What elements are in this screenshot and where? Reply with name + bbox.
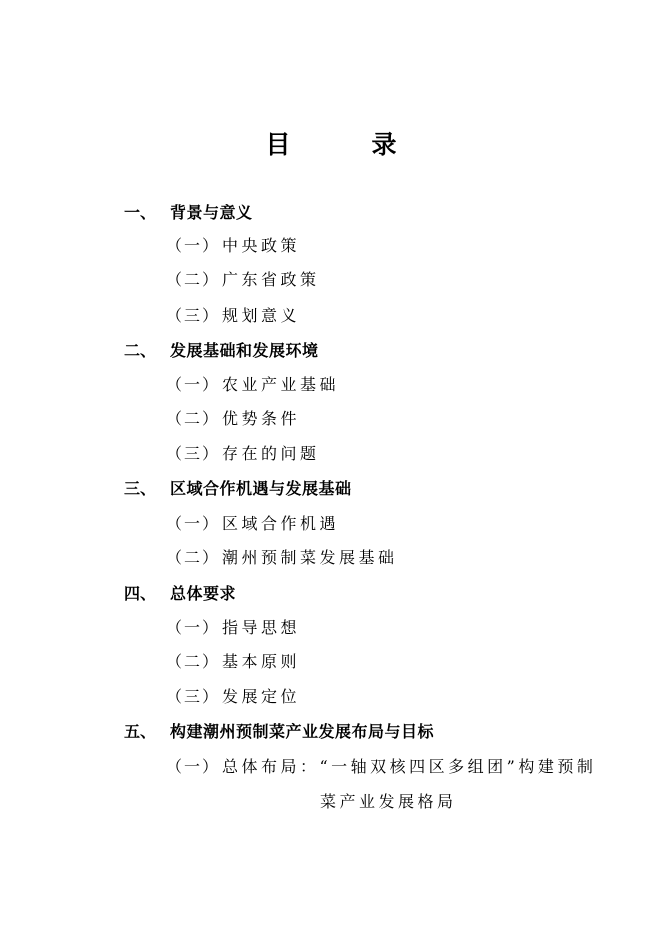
toc-subsection-continuation: 菜产业发展格局 xyxy=(320,792,457,811)
toc-section-4[interactable] xyxy=(124,584,544,604)
toc-section-title: 构建潮州预制菜产业发展布局与目标 xyxy=(170,722,435,741)
toc-section-5[interactable] xyxy=(124,722,564,742)
toc-subsection-2-3[interactable] xyxy=(166,444,586,464)
toc-subsection-4-2[interactable] xyxy=(166,652,586,672)
toc-section-1[interactable] xyxy=(124,203,544,223)
toc-subsection-5-1[interactable] xyxy=(166,757,596,777)
toc-subsection-number: （一） xyxy=(166,757,221,776)
toc-section-title: 区域合作机遇与发展基础 xyxy=(170,479,352,498)
toc-section-number: 五、 xyxy=(124,722,157,741)
toc-subsection-number: （三） xyxy=(166,306,221,325)
toc-subsection-number: （一） xyxy=(166,236,221,255)
toc-subsection-2-2[interactable] xyxy=(166,409,586,429)
toc-subsection-number: （一） xyxy=(166,375,221,394)
toc-subsection-number: （一） xyxy=(166,514,221,533)
toc-subsection-title: 指导思想 xyxy=(222,618,301,637)
toc-subsection-title: 规划意义 xyxy=(222,306,301,325)
toc-subsection-1-3[interactable] xyxy=(166,306,586,326)
toc-subsection-number: （二） xyxy=(166,652,221,671)
toc-subsection-title: 总体布局：“一轴双核四区多组团”构建预制 xyxy=(222,757,597,776)
toc-section-number: 一、 xyxy=(124,203,157,222)
toc-subsection-3-2[interactable] xyxy=(166,548,586,568)
toc-subsection-2-1[interactable] xyxy=(166,375,586,395)
toc-subsection-title: 存在的问题 xyxy=(222,444,320,463)
toc-section-title: 背景与意义 xyxy=(170,203,253,222)
toc-subsection-title: 潮州预制菜发展基础 xyxy=(222,548,398,567)
toc-section-2[interactable] xyxy=(124,341,544,361)
toc-subsection-number: （三） xyxy=(166,444,221,463)
toc-subsection-number: （二） xyxy=(166,548,221,567)
toc-subsection-1-2[interactable] xyxy=(166,270,586,290)
toc-subsection-title: 农业产业基础 xyxy=(222,375,340,394)
toc-subsection-4-1[interactable] xyxy=(166,618,586,638)
toc-subsection-title: 发展定位 xyxy=(222,687,301,706)
toc-title: 目 录 xyxy=(265,130,425,159)
toc-subsection-title: 区域合作机遇 xyxy=(222,514,340,533)
toc-section-title: 总体要求 xyxy=(170,584,237,603)
toc-subsection-3-1[interactable] xyxy=(166,514,586,534)
toc-subsection-title: 基本原则 xyxy=(222,652,301,671)
toc-section-3[interactable] xyxy=(124,479,544,499)
toc-subsection-title: 中央政策 xyxy=(222,236,301,255)
toc-subsection-number: （三） xyxy=(166,687,221,706)
toc-section-number: 四、 xyxy=(124,584,157,603)
toc-subsection-4-3[interactable] xyxy=(166,687,586,707)
toc-subsection-1-1[interactable] xyxy=(166,236,586,256)
toc-subsection-number: （二） xyxy=(166,409,221,428)
toc-section-title: 发展基础和发展环境 xyxy=(170,341,319,360)
toc-subsection-title: 优势条件 xyxy=(222,409,301,428)
toc-section-number: 三、 xyxy=(124,479,157,498)
toc-subsection-number: （一） xyxy=(166,618,221,637)
toc-section-number: 二、 xyxy=(124,341,157,360)
toc-subsection-title: 广东省政策 xyxy=(222,270,320,289)
toc-subsection-number: （二） xyxy=(166,270,221,289)
